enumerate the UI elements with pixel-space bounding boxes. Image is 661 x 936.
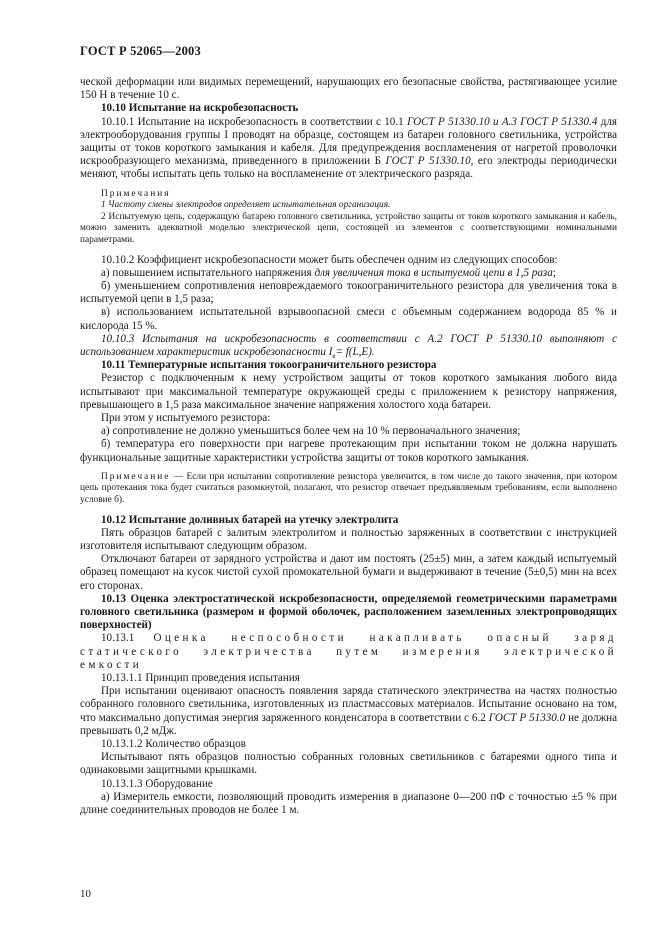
note-3: Примечание — Если при испытании сопротивление резистора увеличится, в том числе до такого значения, при котором цепь протекания тока будет считаться разомкнутой, полагают, что резистор отвечает предъявляемым требованиям, если выполнено условие б).	[80, 471, 617, 506]
paragraph: При этом у испытуемого резистора:	[101, 412, 271, 425]
standard-header: ГОСТ Р 52065—2003	[80, 44, 201, 58]
document-body	[80, 76, 617, 817]
section-heading-10-11: 10.11 Температурные испытания токоограничительного резистора	[101, 359, 437, 372]
notes-label: Примечания	[101, 188, 171, 199]
paragraph: Испытывают пять образцов полностью собранных головных светильников с батареями одного типа и одинаковыми защитными крышками.	[80, 751, 617, 777]
note-2: 2 Испытуемую цепь, содержащую батарею головного светильника, устройство защиты от токов короткого замыкания и кабель, можно заменить адекватной моделью электрической цепи, состоящей из элементов с соответствующими номинальными параметрами.	[80, 211, 617, 245]
paragraph: Пять образцов батарей с залитым электролитом и полностью заряженных в соответствии с инструкцией изготовителя испытывают следующим образом.	[80, 526, 617, 553]
paragraph: ческой деформации или видимых перемещений, нарушающих его безопасные свойства, растягивающее усилие 150 Н в течение 10 с.	[80, 76, 617, 102]
list-item-a: а) Измеритель емкости, позволяющий проводить измерения в диапазоне 0—200 пФ с точностью ±5 % при длине соединительных проводов не более 1 м.	[80, 790, 617, 817]
list-item-a: а) сопротивление не должно уменьшиться более чем на 10 % первоначального значения;	[101, 425, 521, 438]
list-item-b: б) уменьшением сопротивления неповреждаемого токоограничительного резистора для увеличения тока в испытуемой цепи в 1,5 раза;	[80, 280, 617, 306]
section-heading-10-10: 10.10 Испытание на искробезопасность	[101, 102, 299, 115]
paragraph-10-10-2: 10.10.2 Коэффициент искробезопасности может быть обеспечен одним из следующих способов:	[101, 253, 558, 266]
subsection-10-13-1: 10.13.1 Оценка неспособности накапливать опасный заряд статического электричества путем измерения электрической емкости	[80, 632, 617, 671]
paragraph: Резистор с подключенным к нему устройством защиты от токов короткого замыкания любого вида испытывают при максимальной температуре окружающей среды с приложением к резистору напряжения, превышающего в 1,5 раза максимальное значение напряжения холостого хода батареи.	[80, 372, 617, 411]
section-heading-10-12: 10.12 Испытание доливных батарей на утечку электролита	[101, 513, 399, 526]
list-item-a: а) повышением испытательного напряжения для увеличения тока в испытуемой цепи в 1,5 раза;	[101, 266, 556, 279]
page-number: 10	[80, 888, 91, 900]
paragraph: При испытании оценивают опасность появления заряда статического электричества на частях полностью собранного головного светильника, изготовленных из пластмассовых материалов. Испытание основано на том, что максимально допустимая энергия заряженного конденсатора в соответствии с 6.2 ГОСТ Р 51330.0 не должна превышать 0,2 мДж.	[80, 685, 618, 737]
subsection-10-13-1-2: 10.13.1.2 Количество образцов	[101, 738, 246, 751]
note-1: 1 Частоту смены электродов определяет испытательная организация.	[101, 200, 391, 211]
paragraph-10-10-3: 10.10.3 Испытания на искробезопасность в соответствии с А.2 ГОСТ Р 51330.10 выполняют с использованием характеристик искробезопасности $I_в= f(L,E)$.	[80, 332, 617, 361]
list-item-c: в) использованием испытательной взрывоопасной смеси с объемным содержанием водорода 85 % и кислорода 15 %.	[80, 306, 617, 332]
paragraph: Отключают батареи от зарядного устройства и дают им постоять (25±5) мин, а затем каждый испытуемый образец помещают на кусок чистой сухой промокательной бумаги и выдерживают в течение (5±0,5) мин на всех его сторонах.	[80, 553, 617, 592]
subsection-10-13-1-1: 10.13.1.1 Принцип проведения испытания	[101, 672, 300, 685]
subsection-10-13-1-3: 10.13.1.3 Оборудование	[101, 777, 213, 790]
paragraph-10-10-1: 10.10.1 Испытание на искробезопасность в соответствии с 10.1 ГОСТ Р 51330.10 и А.3 ГОСТ Р 51330.4 для электрооборудования группы I проводят на образце, состоящем из батареи головного светильника, устройства защиты от токов короткого замыкания и кабеля. Для предупреждения воспламенения от нагретой проволочки искрообразующего механизма, приведенного в приложении Б ГОСТ Р 51330.10, его электроды периодически меняют, чтобы испытать цепь только на воспламенение от электрического разряда.	[80, 115, 617, 181]
section-heading-10-13: 10.13 Оценка электростатической искробезопасности, определяемой геометрическими параметрами головного светильника (размером и формой оболочек, расположением заземленных электропроводящих поверхностей)	[80, 592, 617, 632]
list-item-b: б) температура его поверхности при нагреве протекающим при испытании током не должна нарушать функциональные защитные характеристики устройства защиты от токов короткого замыкания.	[80, 438, 617, 464]
